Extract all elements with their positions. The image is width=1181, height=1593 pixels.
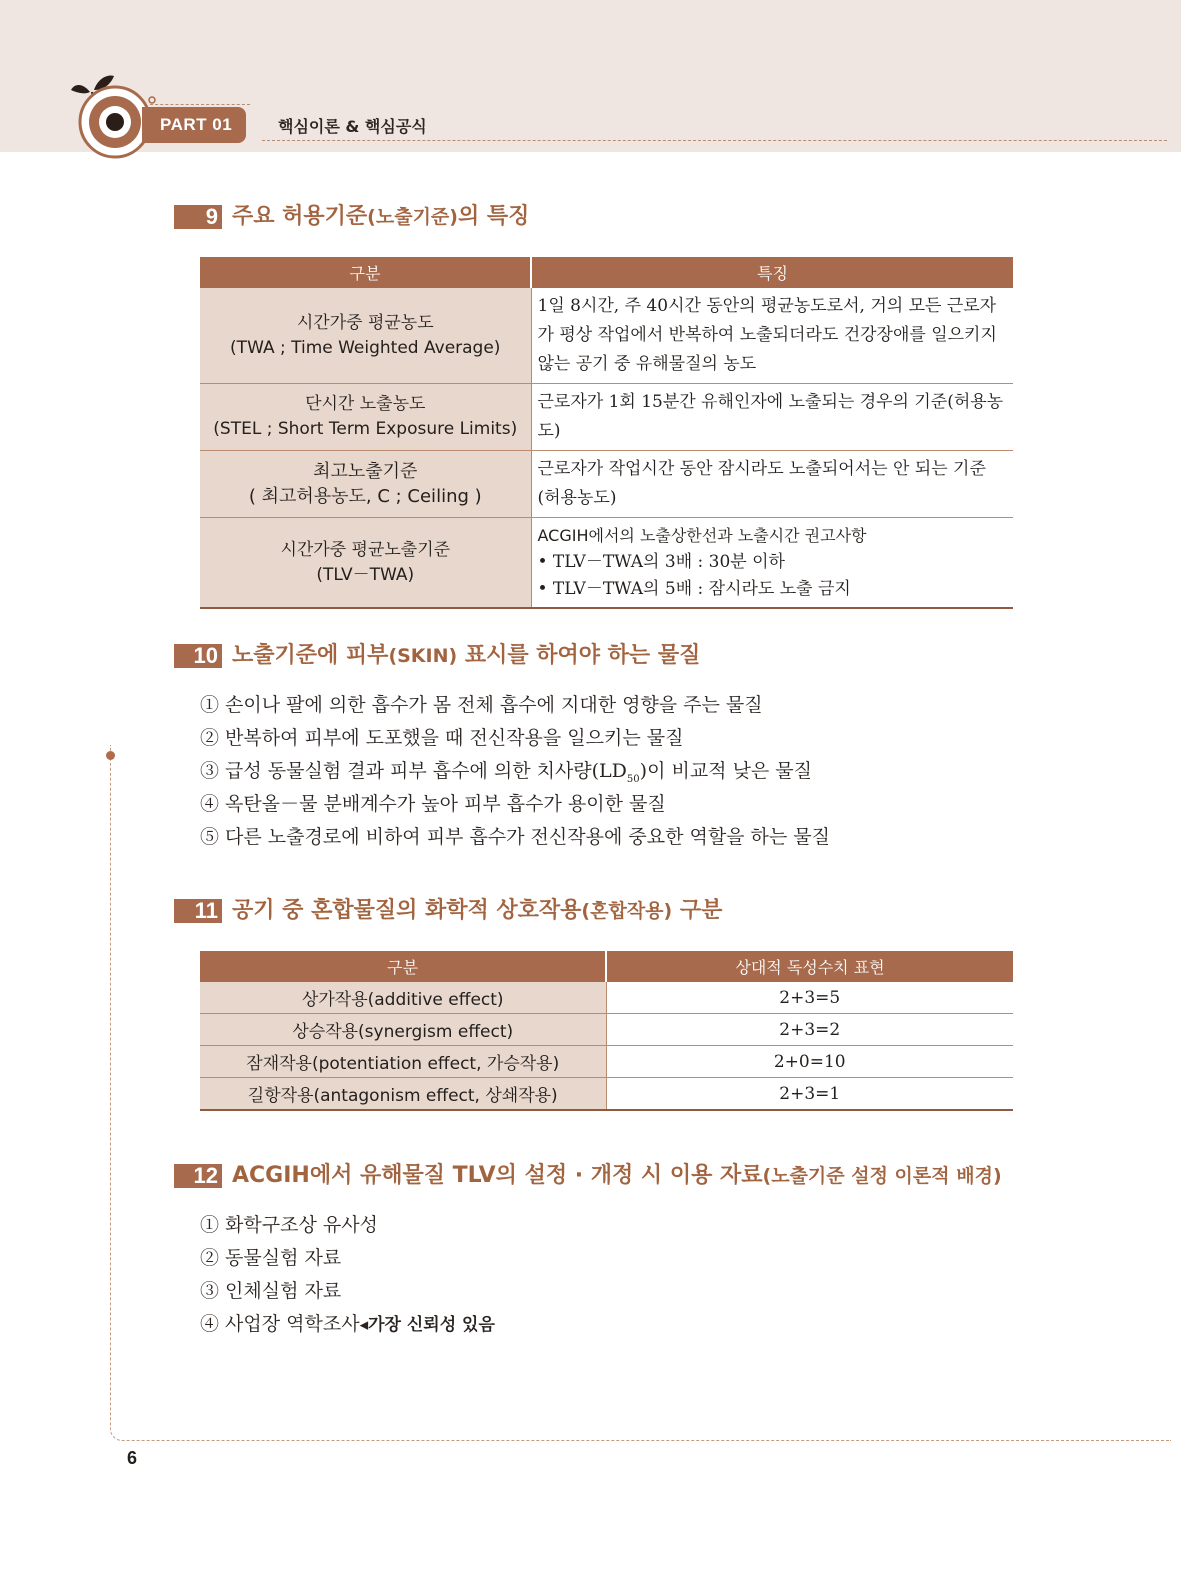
- section-number: 10: [174, 644, 222, 668]
- bullet-item: • TLV－TWA의 5배 : 잠시라도 노출 금지: [537, 579, 851, 599]
- row-label: 단시간 노출농도 (STEL ; Short Term Exposure Limits): [200, 384, 531, 451]
- row-value: 2+3=2: [606, 1014, 1013, 1046]
- column-header: 구분: [200, 257, 531, 288]
- row-label: 시간가중 평균노출기준 (TLV－TWA): [200, 518, 531, 609]
- part-label: PART 01: [142, 107, 246, 143]
- list-item: ① 화학구조상 유사성: [200, 1214, 378, 1236]
- row-description: ACGIH에서의 노출상한선과 노출시간 권고사항 • TLV－TWA의 3배 : 30분 이하 • TLV－TWA의 5배 : 잠시라도 노출 금지: [531, 518, 1013, 609]
- section-title: 공기 중 혼합물질의 화학적 상호작용(혼합작용) 구분: [232, 898, 723, 923]
- row-label: 최고노출기준 ( 최고허용농도, C ; Ceiling ): [200, 451, 531, 518]
- row-value: 2+3=5: [606, 982, 1013, 1014]
- list-item: ⑤ 다른 노출경로에 비하여 피부 흡수가 전신작용에 중요한 역할을 하는 물질: [200, 826, 831, 848]
- row-description: 근로자가 작업시간 동안 잠시라도 노출되어서는 안 되는 기준(허용농도): [531, 451, 1013, 518]
- list-item: ② 동물실험 자료: [200, 1247, 342, 1269]
- header-underline: [262, 140, 1167, 141]
- header-dash-line: [150, 104, 250, 105]
- row-label: 상가작용(additive effect): [200, 982, 606, 1014]
- row-label: 길항작용(antagonism effect, 상쇄작용): [200, 1078, 606, 1111]
- exposure-standards-table: [200, 257, 1013, 609]
- list-item: ③ 급성 동물실험 결과 피부 흡수에 의한 치사량$(LD_{50})$이 비교적 낮은 물질: [200, 760, 813, 785]
- column-header: 구분: [200, 951, 606, 982]
- bullet-item: • TLV－TWA의 3배 : 30분 이하: [537, 552, 785, 572]
- table-row: [200, 518, 1013, 609]
- reliability-note: ◂가장 신뢰성 있음: [359, 1315, 495, 1335]
- row-label: 상승작용(synergism effect): [200, 1014, 606, 1046]
- page-number: 6: [127, 1448, 138, 1468]
- row-label: 시간가중 평균농도 (TWA ; Time Weighted Average): [200, 288, 531, 384]
- row-value: 2+0=10: [606, 1046, 1013, 1078]
- list-item: ② 반복하여 피부에 도포했을 때 전신작용을 일으키는 물질: [200, 727, 684, 749]
- section-title: 주요 허용기준(노출기준)의 특징: [232, 204, 530, 229]
- column-header: 특징: [531, 257, 1013, 288]
- frame-dot: [106, 751, 115, 760]
- list-item: ① 손이나 팔에 의한 흡수가 몸 전체 흡수에 지대한 영향을 주는 물질: [200, 694, 763, 716]
- section-number: 9: [174, 205, 222, 229]
- table-row: [200, 288, 1013, 384]
- table-row: [200, 384, 1013, 451]
- section-number: 12: [174, 1164, 222, 1188]
- table-row: [200, 451, 1013, 518]
- section-title: ACGIH에서 유해물질 TLV의 설정 · 개정 시 이용 자료(노출기준 설정 이론적 배경): [232, 1163, 1002, 1188]
- section-number: 11: [174, 899, 222, 923]
- column-header: 상대적 독성수치 표현: [606, 951, 1013, 982]
- list-item: ④ 사업장 역학조사◂가장 신뢰성 있음: [200, 1313, 495, 1335]
- row-value: 2+3=1: [606, 1078, 1013, 1111]
- section-title: 노출기준에 피부(SKIN) 표시를 하여야 하는 물질: [232, 643, 701, 668]
- header-title: 핵심이론 & 핵심공식: [278, 117, 427, 136]
- row-description: 1일 8시간, 주 40시간 동안의 평균농도로서, 거의 모든 근로자가 평상 작업에서 반복하여 노출되더라도 건강장애를 일으키지 않는 공기 중 유해물질의 농도: [531, 288, 1013, 384]
- page-frame: [110, 745, 1171, 1441]
- row-label: 잠재작용(potentiation effect, 가승작용): [200, 1046, 606, 1078]
- list-item: ③ 인체실험 자료: [200, 1280, 342, 1302]
- row-description: 근로자가 1회 15분간 유해인자에 노출되는 경우의 기준(허용농도): [531, 384, 1013, 451]
- list-item: ④ 옥탄올－물 분배계수가 높아 피부 흡수가 용이한 물질: [200, 793, 666, 815]
